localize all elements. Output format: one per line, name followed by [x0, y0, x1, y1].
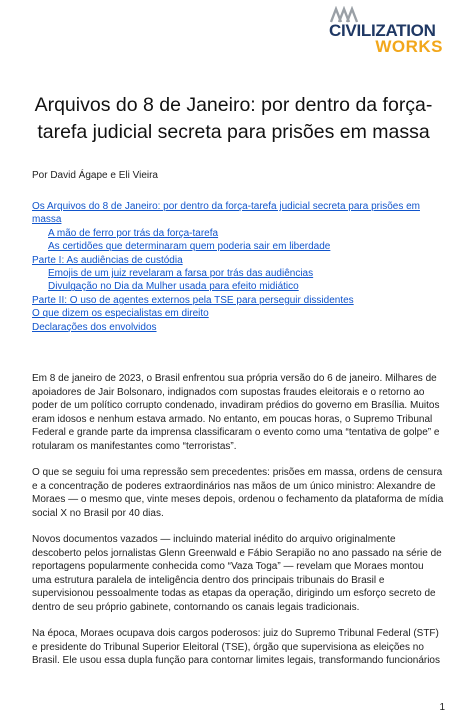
toc-link[interactable]: As certidões que determinaram quem poderia sair em liberdade: [48, 241, 331, 253]
article-body: [32, 372, 444, 681]
toc-link[interactable]: O que dizem os especialistas em direito: [32, 308, 209, 320]
document-title: Arquivos do 8 de Janeiro: por dentro da força-tarefa judicial secreta para prisões em massa: [34, 94, 433, 143]
toc-link[interactable]: Emojis de um juiz revelaram a farsa por trás das audiências: [48, 268, 314, 280]
toc-link[interactable]: Divulgação no Dia da Mulher usada para efeito midiático: [48, 281, 299, 293]
paragraph: Em 8 de janeiro de 2023, o Brasil enfrentou sua própria versão do 6 de janeiro. Milhares de apoiadores de Jair Bolsonaro, indignados com supostas fraudes eleitorais e o retorno ao poder de um político corrupto condenado, invadiram prédios do governo em Brasília. Muitos eram idosos e nenhum estava armado. No entanto, em poucas horas, o Supremo Tribunal Federal e grande parte da imprensa classificaram o evento como uma “tentativa de golpe” e rotularam os manifestantes como “terroristas”.: [32, 373, 440, 452]
paragraph: Na época, Moraes ocupava dois cargos poderosos: juiz do Supremo Tribunal Federal (STF) e presidente do Tribunal Superior Eleitoral (TSE), órgão que supervisiona as eleições no Brasil. Ele usou essa dupla função para contornar limites legais, transformando funcionários: [32, 628, 440, 666]
page-number: 1: [439, 702, 445, 713]
toc-link[interactable]: A mão de ferro por trás da força-tarefa: [48, 227, 219, 239]
logo-line2: WORKS: [375, 37, 443, 56]
paragraph: O que se seguiu foi uma repressão sem precedentes: prisões em massa, ordens de censura e a concentração de poderes extraordinários nas mãos de um único ministro: Alexandre de Moraes — o mesmo que, vinte meses depois, ordenou o fechamento da plataforma de mídia social X no Brasil por 40 dias.: [32, 467, 444, 519]
toc-link[interactable]: Parte II: O uso de agentes externos pela TSE para perseguir dissidentes: [32, 294, 354, 306]
logo-line1: CIVILIZATION: [329, 21, 436, 40]
paragraph: Novos documentos vazados — incluindo material inédito do arquivo originalmente descoberto pelos jornalistas Glenn Greenwald e Fábio Serapião no ano passado na série de reportagens popularmente conhecida como “Vaza Toga” — revelam que Moraes montou uma estrutura paralela de inteligência dentro dos principais tribunais do Brasil e supervisionou pessoalmente todas as etapas da operação, dirigindo um esforço secreto de dentro de seu próprio gabinete, contornando os canais legais tradicionais.: [32, 534, 442, 613]
toc-link[interactable]: Os Arquivos do 8 de Janeiro: por dentro da força-tarefa judicial secreta para prisões em massa: [32, 201, 420, 226]
table-of-contents: [32, 200, 442, 334]
civilization-works-logo: [329, 6, 447, 56]
byline: Por David Ágape e Eli Vieira: [32, 170, 158, 181]
toc-link[interactable]: Parte I: As audiências de custódia: [32, 254, 183, 266]
toc-link[interactable]: Declarações dos envolvidos: [32, 321, 157, 333]
